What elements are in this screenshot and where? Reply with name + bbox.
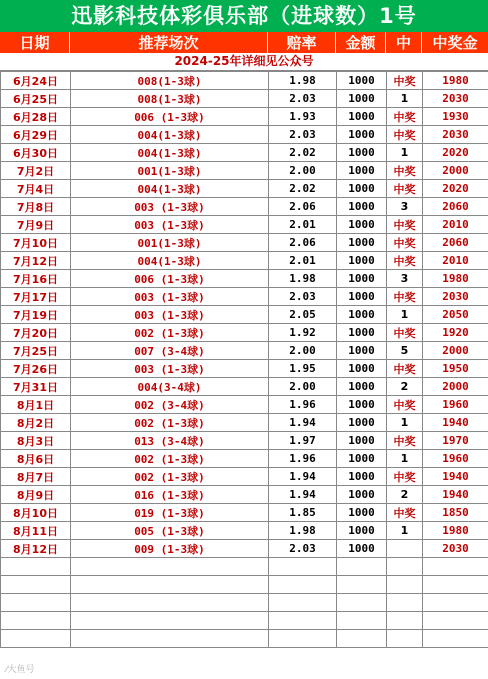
table-row <box>1 72 488 90</box>
cell-hit: 5 <box>387 342 423 360</box>
cell-match: 003 (1-3球) <box>71 288 269 306</box>
cell-hit-empty <box>387 630 423 648</box>
cell-amount: 1000 <box>337 486 387 504</box>
header-date: 日期 <box>0 32 70 53</box>
cell-prize: 2030 <box>423 90 488 108</box>
cell-odds: 1.95 <box>269 360 337 378</box>
cell-odds: 1.98 <box>269 72 337 90</box>
cell-odds: 2.02 <box>269 144 337 162</box>
table-row <box>1 252 488 270</box>
cell-prize: 1940 <box>423 414 488 432</box>
record-table-body <box>1 72 488 648</box>
cell-match: 004(1-3球) <box>71 180 269 198</box>
cell-date: 7月20日 <box>1 324 71 342</box>
cell-hit: 中奖 <box>387 162 423 180</box>
table-row <box>1 414 488 432</box>
cell-prize: 1980 <box>423 522 488 540</box>
cell-amount: 1000 <box>337 324 387 342</box>
table-row <box>1 288 488 306</box>
cell-prize: 2010 <box>423 252 488 270</box>
cell-hit: 中奖 <box>387 468 423 486</box>
cell-date: 6月25日 <box>1 90 71 108</box>
cell-hit: 1 <box>387 306 423 324</box>
record-table <box>0 71 488 648</box>
cell-amount: 1000 <box>337 198 387 216</box>
cell-amount: 1000 <box>337 504 387 522</box>
cell-match: 002 (1-3球) <box>71 450 269 468</box>
cell-odds-empty <box>269 612 337 630</box>
cell-match: 003 (1-3球) <box>71 216 269 234</box>
cell-amount: 1000 <box>337 432 387 450</box>
empty-table-row <box>1 630 488 648</box>
cell-date: 7月17日 <box>1 288 71 306</box>
cell-date: 8月10日 <box>1 504 71 522</box>
cell-match: 009 (1-3球) <box>71 540 269 558</box>
cell-date: 7月4日 <box>1 180 71 198</box>
table-row <box>1 90 488 108</box>
cell-hit: 1 <box>387 90 423 108</box>
cell-amount: 1000 <box>337 450 387 468</box>
cell-odds: 2.00 <box>269 162 337 180</box>
cell-amount-empty <box>337 558 387 576</box>
cell-prize-empty <box>423 576 488 594</box>
table-row <box>1 342 488 360</box>
cell-odds: 1.96 <box>269 450 337 468</box>
cell-match: 001(1-3球) <box>71 234 269 252</box>
table-row <box>1 108 488 126</box>
cell-hit-empty <box>387 558 423 576</box>
cell-date: 6月24日 <box>1 72 71 90</box>
cell-date: 7月31日 <box>1 378 71 396</box>
cell-prize: 1930 <box>423 108 488 126</box>
table-row <box>1 198 488 216</box>
cell-hit <box>387 540 423 558</box>
cell-prize: 2050 <box>423 306 488 324</box>
cell-prize: 1960 <box>423 450 488 468</box>
cell-odds: 2.02 <box>269 180 337 198</box>
table-row <box>1 180 488 198</box>
cell-hit: 中奖 <box>387 180 423 198</box>
cell-date: 8月7日 <box>1 468 71 486</box>
cell-match-empty <box>71 576 269 594</box>
cell-hit: 3 <box>387 270 423 288</box>
cell-hit: 1 <box>387 522 423 540</box>
cell-date: 7月2日 <box>1 162 71 180</box>
empty-table-row <box>1 558 488 576</box>
cell-prize: 1970 <box>423 432 488 450</box>
cell-date-empty <box>1 612 71 630</box>
cell-amount: 1000 <box>337 72 387 90</box>
cell-odds: 1.94 <box>269 468 337 486</box>
cell-prize: 2020 <box>423 144 488 162</box>
cell-amount-empty <box>337 594 387 612</box>
cell-prize-empty <box>423 612 488 630</box>
cell-hit: 中奖 <box>387 360 423 378</box>
cell-date: 6月28日 <box>1 108 71 126</box>
cell-date: 7月8日 <box>1 198 71 216</box>
watermark-text: ⁄大鱼号 <box>6 665 35 675</box>
cell-match: 006 (1-3球) <box>71 108 269 126</box>
cell-amount: 1000 <box>337 522 387 540</box>
subtitle-banner: 2024-25年详细见公众号 <box>0 53 488 71</box>
cell-prize: 2030 <box>423 126 488 144</box>
table-row <box>1 162 488 180</box>
cell-odds: 1.98 <box>269 270 337 288</box>
cell-odds: 2.05 <box>269 306 337 324</box>
cell-match: 008(1-3球) <box>71 72 269 90</box>
cell-date: 8月9日 <box>1 486 71 504</box>
table-row <box>1 378 488 396</box>
cell-date: 8月3日 <box>1 432 71 450</box>
cell-amount: 1000 <box>337 414 387 432</box>
cell-amount: 1000 <box>337 288 387 306</box>
table-row <box>1 234 488 252</box>
cell-amount: 1000 <box>337 540 387 558</box>
header-prize: 中奖金 <box>432 34 478 52</box>
cell-date: 7月25日 <box>1 342 71 360</box>
cell-odds: 2.00 <box>269 342 337 360</box>
cell-prize: 2060 <box>423 198 488 216</box>
header-hit: 中 <box>386 32 422 53</box>
cell-hit-empty <box>387 594 423 612</box>
cell-prize: 2000 <box>423 378 488 396</box>
cell-date: 8月1日 <box>1 396 71 414</box>
cell-hit: 中奖 <box>387 72 423 90</box>
cell-amount: 1000 <box>337 216 387 234</box>
cell-amount: 1000 <box>337 90 387 108</box>
table-row <box>1 504 488 522</box>
cell-amount-empty <box>337 576 387 594</box>
cell-odds: 1.93 <box>269 108 337 126</box>
cell-match: 002 (1-3球) <box>71 468 269 486</box>
cell-amount: 1000 <box>337 378 387 396</box>
cell-amount: 1000 <box>337 144 387 162</box>
cell-match-empty <box>71 612 269 630</box>
cell-date-empty <box>1 594 71 612</box>
cell-date-empty <box>1 630 71 648</box>
cell-hit: 中奖 <box>387 108 423 126</box>
cell-hit: 1 <box>387 414 423 432</box>
table-row <box>1 432 488 450</box>
cell-prize: 2000 <box>423 162 488 180</box>
table-row <box>1 306 488 324</box>
cell-amount: 1000 <box>337 306 387 324</box>
cell-odds: 2.03 <box>269 126 337 144</box>
cell-odds-empty <box>269 558 337 576</box>
cell-date: 6月29日 <box>1 126 71 144</box>
cell-hit: 1 <box>387 144 423 162</box>
cell-odds: 1.92 <box>269 324 337 342</box>
cell-odds: 1.85 <box>269 504 337 522</box>
cell-match: 019 (1-3球) <box>71 504 269 522</box>
table-row <box>1 126 488 144</box>
cell-match: 004(1-3球) <box>71 252 269 270</box>
cell-prize-empty <box>423 558 488 576</box>
cell-odds: 2.03 <box>269 540 337 558</box>
column-header-row <box>0 32 488 53</box>
cell-hit: 中奖 <box>387 234 423 252</box>
cell-match: 008(1-3球) <box>71 90 269 108</box>
cell-match-empty <box>71 558 269 576</box>
empty-table-row <box>1 594 488 612</box>
cell-odds: 2.03 <box>269 90 337 108</box>
cell-match-empty <box>71 594 269 612</box>
cell-prize: 2020 <box>423 180 488 198</box>
table-row <box>1 216 488 234</box>
cell-hit: 2 <box>387 378 423 396</box>
cell-match: 001(1-3球) <box>71 162 269 180</box>
cell-hit: 中奖 <box>387 288 423 306</box>
cell-match: 013 (3-4球) <box>71 432 269 450</box>
header-odds: 赔率 <box>268 32 336 53</box>
cell-hit: 中奖 <box>387 504 423 522</box>
cell-match: 006 (1-3球) <box>71 270 269 288</box>
cell-match: 003 (1-3球) <box>71 360 269 378</box>
cell-date-empty <box>1 576 71 594</box>
table-row <box>1 144 488 162</box>
cell-hit: 2 <box>387 486 423 504</box>
cell-date: 7月10日 <box>1 234 71 252</box>
cell-odds: 1.96 <box>269 396 337 414</box>
cell-amount: 1000 <box>337 162 387 180</box>
table-row <box>1 360 488 378</box>
cell-odds: 2.00 <box>269 378 337 396</box>
cell-date: 7月16日 <box>1 270 71 288</box>
cell-prize: 1960 <box>423 396 488 414</box>
cell-prize: 1850 <box>423 504 488 522</box>
cell-hit: 中奖 <box>387 432 423 450</box>
cell-prize: 1980 <box>423 270 488 288</box>
cell-prize-empty <box>423 594 488 612</box>
cell-match: 002 (3-4球) <box>71 396 269 414</box>
cell-date: 7月9日 <box>1 216 71 234</box>
cell-odds: 1.94 <box>269 414 337 432</box>
table-row <box>1 522 488 540</box>
cell-amount-empty <box>337 630 387 648</box>
cell-hit: 3 <box>387 198 423 216</box>
cell-hit-empty <box>387 612 423 630</box>
cell-amount: 1000 <box>337 270 387 288</box>
cell-hit: 中奖 <box>387 324 423 342</box>
cell-date: 7月19日 <box>1 306 71 324</box>
header-match: 推荐场次 <box>70 32 268 53</box>
cell-hit: 中奖 <box>387 396 423 414</box>
table-row <box>1 468 488 486</box>
cell-amount: 1000 <box>337 234 387 252</box>
cell-prize: 2030 <box>423 288 488 306</box>
cell-hit: 中奖 <box>387 252 423 270</box>
cell-prize-empty <box>423 630 488 648</box>
cell-date: 8月11日 <box>1 522 71 540</box>
cell-prize: 2030 <box>423 540 488 558</box>
cell-match: 004(1-3球) <box>71 144 269 162</box>
table-row <box>1 396 488 414</box>
cell-amount: 1000 <box>337 468 387 486</box>
cell-odds: 1.97 <box>269 432 337 450</box>
cell-date: 7月12日 <box>1 252 71 270</box>
cell-prize: 2060 <box>423 234 488 252</box>
cell-date: 7月26日 <box>1 360 71 378</box>
cell-date: 8月6日 <box>1 450 71 468</box>
table-row <box>1 486 488 504</box>
cell-prize: 2000 <box>423 342 488 360</box>
cell-hit: 1 <box>387 450 423 468</box>
cell-match: 004(1-3球) <box>71 126 269 144</box>
cell-amount: 1000 <box>337 180 387 198</box>
cell-date: 8月2日 <box>1 414 71 432</box>
cell-prize: 1950 <box>423 360 488 378</box>
table-row <box>1 450 488 468</box>
cell-odds-empty <box>269 630 337 648</box>
cell-odds: 2.06 <box>269 234 337 252</box>
header-amount: 金额 <box>336 32 386 53</box>
cell-match: 003 (1-3球) <box>71 306 269 324</box>
cell-amount: 1000 <box>337 252 387 270</box>
cell-amount-empty <box>337 612 387 630</box>
cell-match: 005 (1-3球) <box>71 522 269 540</box>
table-row <box>1 540 488 558</box>
cell-match: 004(3-4球) <box>71 378 269 396</box>
cell-match: 003 (1-3球) <box>71 198 269 216</box>
cell-match-empty <box>71 630 269 648</box>
cell-amount: 1000 <box>337 126 387 144</box>
cell-match: 002 (1-3球) <box>71 324 269 342</box>
sheet-title: 迅影科技体彩俱乐部（进球数）1号 <box>0 0 488 32</box>
cell-match: 007 (3-4球) <box>71 342 269 360</box>
table-row <box>1 270 488 288</box>
cell-odds: 2.01 <box>269 216 337 234</box>
cell-date: 6月30日 <box>1 144 71 162</box>
empty-table-row <box>1 612 488 630</box>
cell-prize: 1980 <box>423 72 488 90</box>
cell-odds: 2.06 <box>269 198 337 216</box>
cell-prize: 2010 <box>423 216 488 234</box>
empty-table-row <box>1 576 488 594</box>
cell-date: 8月12日 <box>1 540 71 558</box>
cell-date-empty <box>1 558 71 576</box>
cell-odds: 1.98 <box>269 522 337 540</box>
cell-amount: 1000 <box>337 108 387 126</box>
cell-hit: 中奖 <box>387 216 423 234</box>
cell-odds: 1.94 <box>269 486 337 504</box>
cell-amount: 1000 <box>337 342 387 360</box>
cell-odds-empty <box>269 594 337 612</box>
cell-amount: 1000 <box>337 396 387 414</box>
cell-odds: 2.03 <box>269 288 337 306</box>
cell-odds: 2.01 <box>269 252 337 270</box>
cell-prize: 1940 <box>423 468 488 486</box>
cell-odds-empty <box>269 576 337 594</box>
cell-hit-empty <box>387 576 423 594</box>
cell-prize: 1920 <box>423 324 488 342</box>
cell-amount: 1000 <box>337 360 387 378</box>
cell-match: 002 (1-3球) <box>71 414 269 432</box>
table-row <box>1 324 488 342</box>
cell-hit: 中奖 <box>387 126 423 144</box>
cell-match: 016 (1-3球) <box>71 486 269 504</box>
cell-prize: 1940 <box>423 486 488 504</box>
